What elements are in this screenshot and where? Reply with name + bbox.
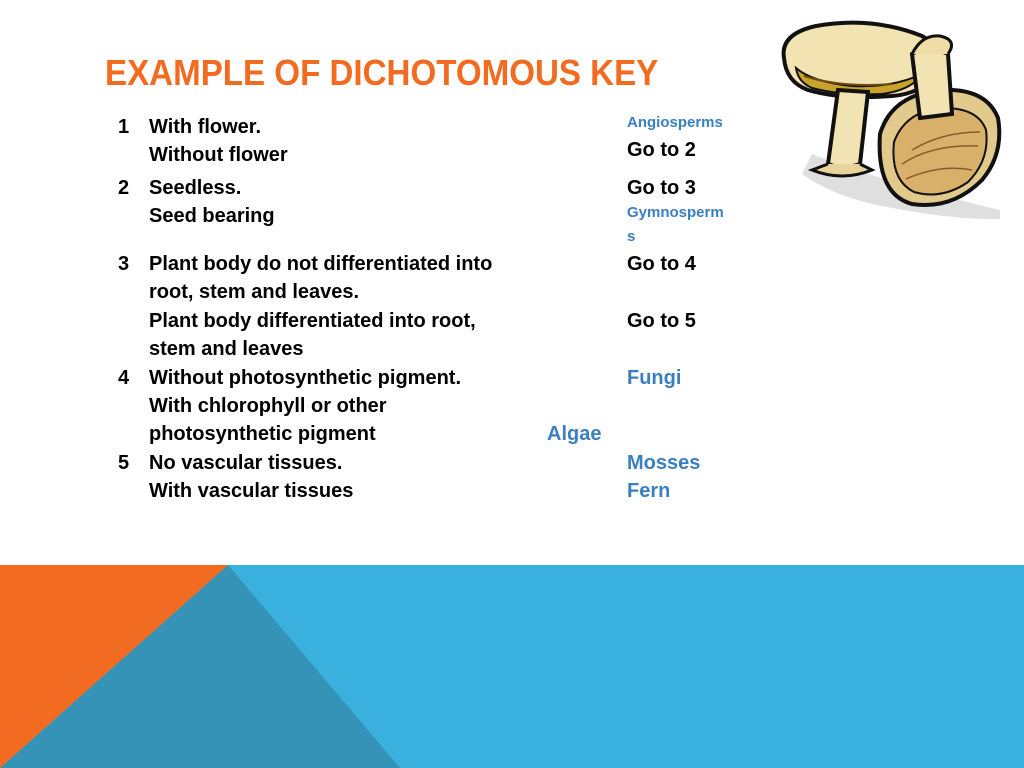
key-text: Seed bearing	[149, 205, 275, 227]
key-number: 1	[118, 116, 130, 138]
key-text: With flower.	[149, 116, 262, 138]
mushroom-icon	[772, 14, 1004, 224]
key-text: Without photosynthetic pigment.	[149, 367, 462, 389]
key-result: Go to 5	[627, 310, 696, 332]
key-result: Go to 3	[627, 177, 696, 199]
key-text: Without flower	[149, 144, 288, 166]
key-number: 4	[118, 367, 130, 389]
key-number: 3	[118, 253, 130, 275]
key-text: Seedless.	[149, 177, 242, 199]
key-text: With vascular tissues	[149, 480, 354, 502]
key-result: s	[627, 228, 636, 245]
key-result: Go to 4	[627, 253, 696, 275]
key-number: 2	[118, 177, 130, 199]
key-text: Plant body differentiated into root,	[149, 310, 476, 332]
key-text: stem and leaves	[149, 338, 304, 360]
key-result: Fern	[627, 480, 671, 502]
key-text: With chlorophyll or other	[149, 395, 387, 417]
slide-title: EXAMPLE OF DICHOTOMOUS KEY	[105, 52, 659, 93]
key-text: photosynthetic pigment	[149, 423, 376, 445]
key-number: 5	[118, 452, 130, 474]
key-result: Mosses	[627, 452, 701, 474]
key-text: Plant body do not differentiated into	[149, 253, 493, 275]
key-result: Go to 2	[627, 139, 696, 161]
key-text: root, stem and leaves.	[149, 281, 360, 303]
key-text: No vascular tissues.	[149, 452, 343, 474]
key-result: Algae	[547, 423, 602, 445]
footer-banner	[0, 565, 1024, 768]
key-result: Fungi	[627, 367, 682, 389]
key-result: Angiosperms	[627, 114, 723, 131]
key-result: Gymnosperm	[627, 204, 724, 221]
